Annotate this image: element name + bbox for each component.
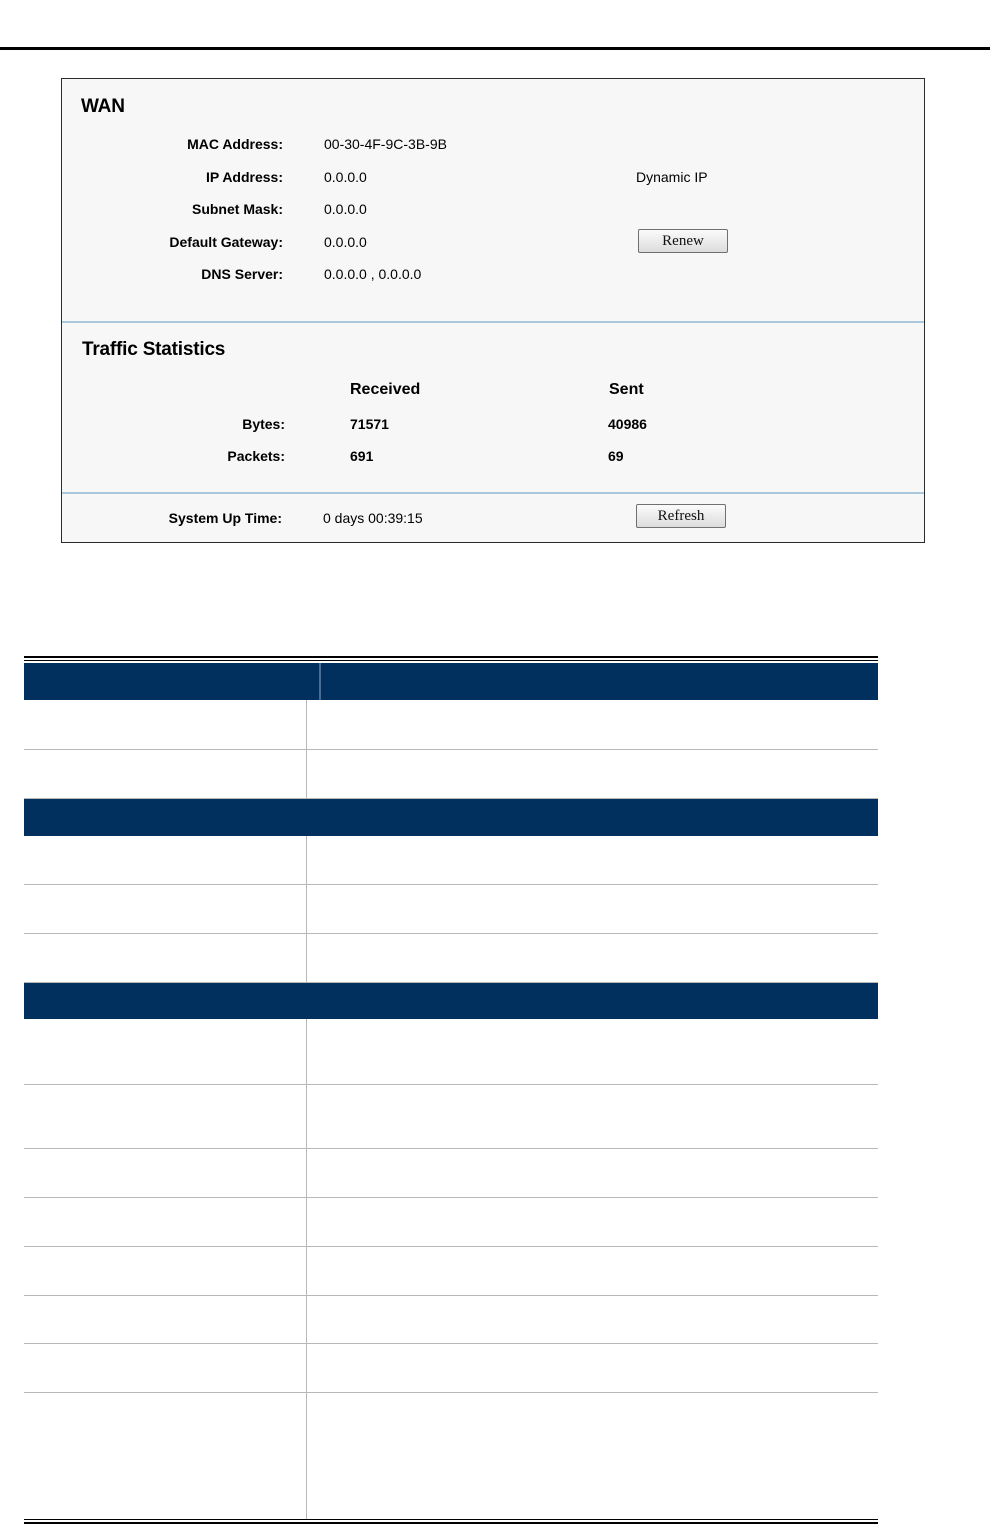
system-uptime-value: 0 days 00:39:15 [323, 510, 423, 526]
table-row [24, 1149, 878, 1198]
packets-label: Packets: [227, 448, 285, 464]
dns-server-label: DNS Server: [201, 266, 283, 282]
bytes-received-value: 71571 [350, 416, 389, 432]
table-row [24, 885, 878, 934]
mac-address-value: 00-30-4F-9C-3B-9B [324, 136, 447, 152]
table-row [24, 1247, 878, 1296]
table-row [24, 1198, 878, 1247]
mac-address-label: MAC Address: [187, 136, 283, 152]
page-header-rule [0, 47, 990, 50]
subnet-mask-label: Subnet Mask: [191, 201, 283, 217]
default-gateway-value: 0.0.0.0 [324, 234, 367, 250]
table-bottom-rule [24, 1522, 878, 1524]
received-column-header: Received [350, 381, 421, 398]
table-header-divider [319, 663, 321, 700]
ip-type-value: Dynamic IP [636, 169, 708, 185]
table-section-header [24, 983, 878, 1019]
table-row [24, 1085, 878, 1149]
table-header-row [24, 663, 878, 700]
refresh-button[interactable]: Refresh [636, 504, 726, 528]
ip-address-label: IP Address: [205, 169, 283, 185]
table-row [24, 836, 878, 885]
traffic-statistics-title: Traffic Statistics [82, 339, 226, 360]
table-row [24, 1393, 878, 1519]
subnet-mask-value: 0.0.0.0 [324, 201, 367, 217]
packets-received-value: 691 [350, 448, 374, 464]
default-gateway-label: Default Gateway: [169, 234, 283, 250]
table-row [24, 750, 878, 799]
table-row [24, 1296, 878, 1344]
table-bottom-rule [24, 1519, 878, 1520]
renew-button[interactable]: Renew [638, 229, 728, 253]
ip-address-value: 0.0.0.0 [324, 169, 367, 185]
table-row [24, 1019, 878, 1085]
wan-section-title: WAN [81, 96, 125, 117]
sent-column-header: Sent [609, 381, 644, 398]
bytes-label: Bytes: [242, 416, 285, 432]
table-section-header [24, 799, 878, 836]
bytes-sent-value: 40986 [608, 416, 647, 432]
table-row [24, 934, 878, 983]
router-status-panel [61, 78, 925, 543]
table-top-rule [24, 656, 878, 658]
dns-server-value: 0.0.0.0 , 0.0.0.0 [324, 266, 422, 282]
section-divider [62, 492, 924, 494]
table-top-rule [24, 660, 878, 661]
section-divider [62, 321, 924, 323]
table-row [24, 1344, 878, 1393]
table-row [24, 700, 878, 750]
system-uptime-label: System Up Time: [168, 510, 282, 526]
packets-sent-value: 69 [608, 448, 624, 464]
